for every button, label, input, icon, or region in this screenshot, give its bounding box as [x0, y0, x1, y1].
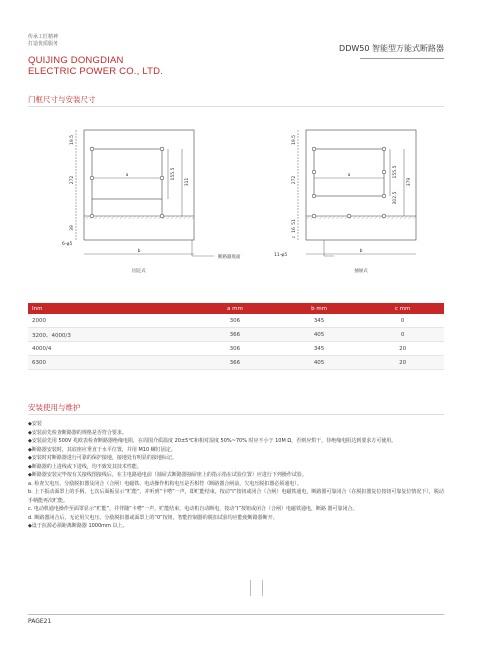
col-header: Inm	[28, 303, 193, 314]
footer-rule	[28, 614, 444, 615]
note-step: a. 检查欠电压、分励脱扣器及闭合（合闸）电磁铁、电动操作机构电压是否相符（断路器合闸前，欠电压脱扣器必须通电）。	[28, 480, 302, 487]
slogan-line-2: 打造优质服务	[28, 41, 59, 47]
dimension-table	[28, 303, 444, 370]
draw-dim-379: 379	[407, 177, 412, 187]
note-step: b. 上下扳动面罩上的手柄，七次后面板显示“贮能”，并听到“卡嗒”一声，即贮能结束，按动“Ⅰ”按钮或闭合（合闸）电磁铁通电，断路器可靠闭合（在脱扣器复位按钮可靠复位情况下），脱动手柄能再次贮能。	[28, 489, 444, 504]
brand-name	[28, 55, 163, 77]
table-cell: 20	[361, 356, 444, 370]
draw-dim-51: 51	[292, 219, 297, 225]
table-cell: 306	[193, 314, 277, 328]
table-cell: 3200、4000/3	[28, 328, 193, 342]
table-cell: 366	[193, 356, 277, 370]
draw-label-b: b	[359, 249, 363, 254]
table-cell: 0	[361, 328, 444, 342]
section-title-usage: 安装使用与维护	[28, 403, 81, 412]
note-step: c. 电动机通电操作至面罩显示“贮能”，并伴随“卡嗒”一声，贮能结束，电动机自动断电，按动“Ⅰ”按钮或闭合（合闸）电磁铁通电，断路 器可靠闭合。	[28, 506, 358, 512]
table-row	[28, 328, 444, 342]
fixed-dim-155: 155.5	[171, 167, 176, 181]
draw-label-c: c	[292, 235, 297, 239]
note-step: d. 断路器闭合后，无论用欠电压、分励脱扣器或面罩上的“0”按钮，智能控制器的脱扣试验均应能使断路器断开。	[28, 514, 278, 521]
table-cell: 0	[361, 314, 444, 328]
draw-dim-top: 19.5	[292, 134, 297, 146]
fixed-label-a: a	[125, 173, 129, 178]
fixed-dim-311: 311	[185, 177, 190, 187]
header-slogan	[28, 34, 58, 48]
section-title-dimensions: 门框尺寸与安装尺寸	[28, 95, 96, 104]
table-cell: 2000	[28, 314, 193, 328]
table-cell: 345	[277, 314, 361, 328]
col-header: c mm	[361, 303, 444, 314]
draw-dim-272: 272	[292, 175, 297, 185]
draw-hole-label-11: 11-φ5	[274, 253, 288, 258]
doc-title: DDW50 智能型万能式断路器	[339, 44, 444, 53]
note-item: ◆ 设于抗源必须距离断路器 1000mm 以上。	[28, 522, 444, 531]
draw-dim-302: 302.5	[393, 191, 398, 205]
fixed-caption: 固定式	[132, 269, 146, 274]
installation-drawing	[28, 124, 444, 286]
fixed-hole-label: 6-φ5	[62, 242, 73, 247]
page-number: PAGE21	[28, 618, 52, 625]
note-item: ◆ 断路器安装时，其底座应垂直于水平位置，并用 M10 螺钉固定。	[28, 446, 444, 455]
table-cell: 345	[277, 342, 361, 356]
fixed-dim-272: 272	[70, 175, 75, 185]
draw-caption: 抽屉式	[354, 269, 368, 274]
note-item: ◆ 安装前先用 500V 兆欧表检查断路器绝缘电阻，在周围介质温度 20±5℃和相对湿度 50%~70% 时应不小于 10M Ω，否则应烘干，待绝缘电阻达到要求方可使用。	[28, 437, 444, 446]
slogan-line-1: 传承工匠精神	[28, 34, 59, 40]
draw-dim-155: 155.5	[393, 165, 398, 179]
usage-notes	[28, 420, 444, 531]
cabinet-label: 断路器底面	[218, 255, 241, 260]
note-item: ◆ 断路器的上进线或下进线，均不致发其技术性能。	[28, 463, 444, 472]
table-row	[28, 356, 444, 370]
table-header-row	[28, 303, 444, 314]
table-cell: 6300	[28, 356, 193, 370]
note-item: ◆ 断路器安装完毕按有关接线图接线后，在主电路通电前（抽屉式断路器抽屉座上的指示指在试验位置）应进行下列操作试验。	[28, 471, 444, 480]
section-rule-usage	[28, 414, 444, 415]
col-header: b mm	[277, 303, 361, 314]
col-header: a mm	[193, 303, 277, 314]
table-cell: 4000/4	[28, 342, 193, 356]
table-row	[28, 314, 444, 328]
fixed-dim-top: 19.5	[70, 134, 75, 146]
draw-dim-16: 16	[292, 227, 297, 233]
table-cell: 306	[193, 342, 277, 356]
brand-line-2: ELECTRIC POWER CO., LTD.	[28, 66, 163, 77]
section-rule-dimensions	[28, 106, 444, 107]
guide-line	[262, 580, 263, 596]
fixed-outer-rect	[84, 130, 194, 240]
table-cell: 405	[277, 328, 361, 342]
note-item: ◆ 安装	[28, 420, 444, 429]
table-cell: 366	[193, 328, 277, 342]
table-cell: 20	[361, 342, 444, 356]
fixed-label-b: b	[137, 249, 141, 254]
table-cell: 405	[277, 356, 361, 370]
guide-line	[250, 580, 251, 596]
brand-line-1: QUIJING DONGDIAN	[28, 55, 124, 66]
header-rule	[360, 58, 444, 59]
draw-outer-rect	[306, 130, 416, 240]
note-item: ◆ 安装前先检查断路器的规格是否符合要求。	[28, 429, 444, 438]
note-item: ◆ 安装时对断路器进行可靠的保护接地，接地处有明显的接地标记。	[28, 454, 444, 463]
table-row	[28, 342, 444, 356]
fixed-dim-39: 39	[70, 225, 75, 231]
draw-label-a: a	[347, 173, 351, 178]
